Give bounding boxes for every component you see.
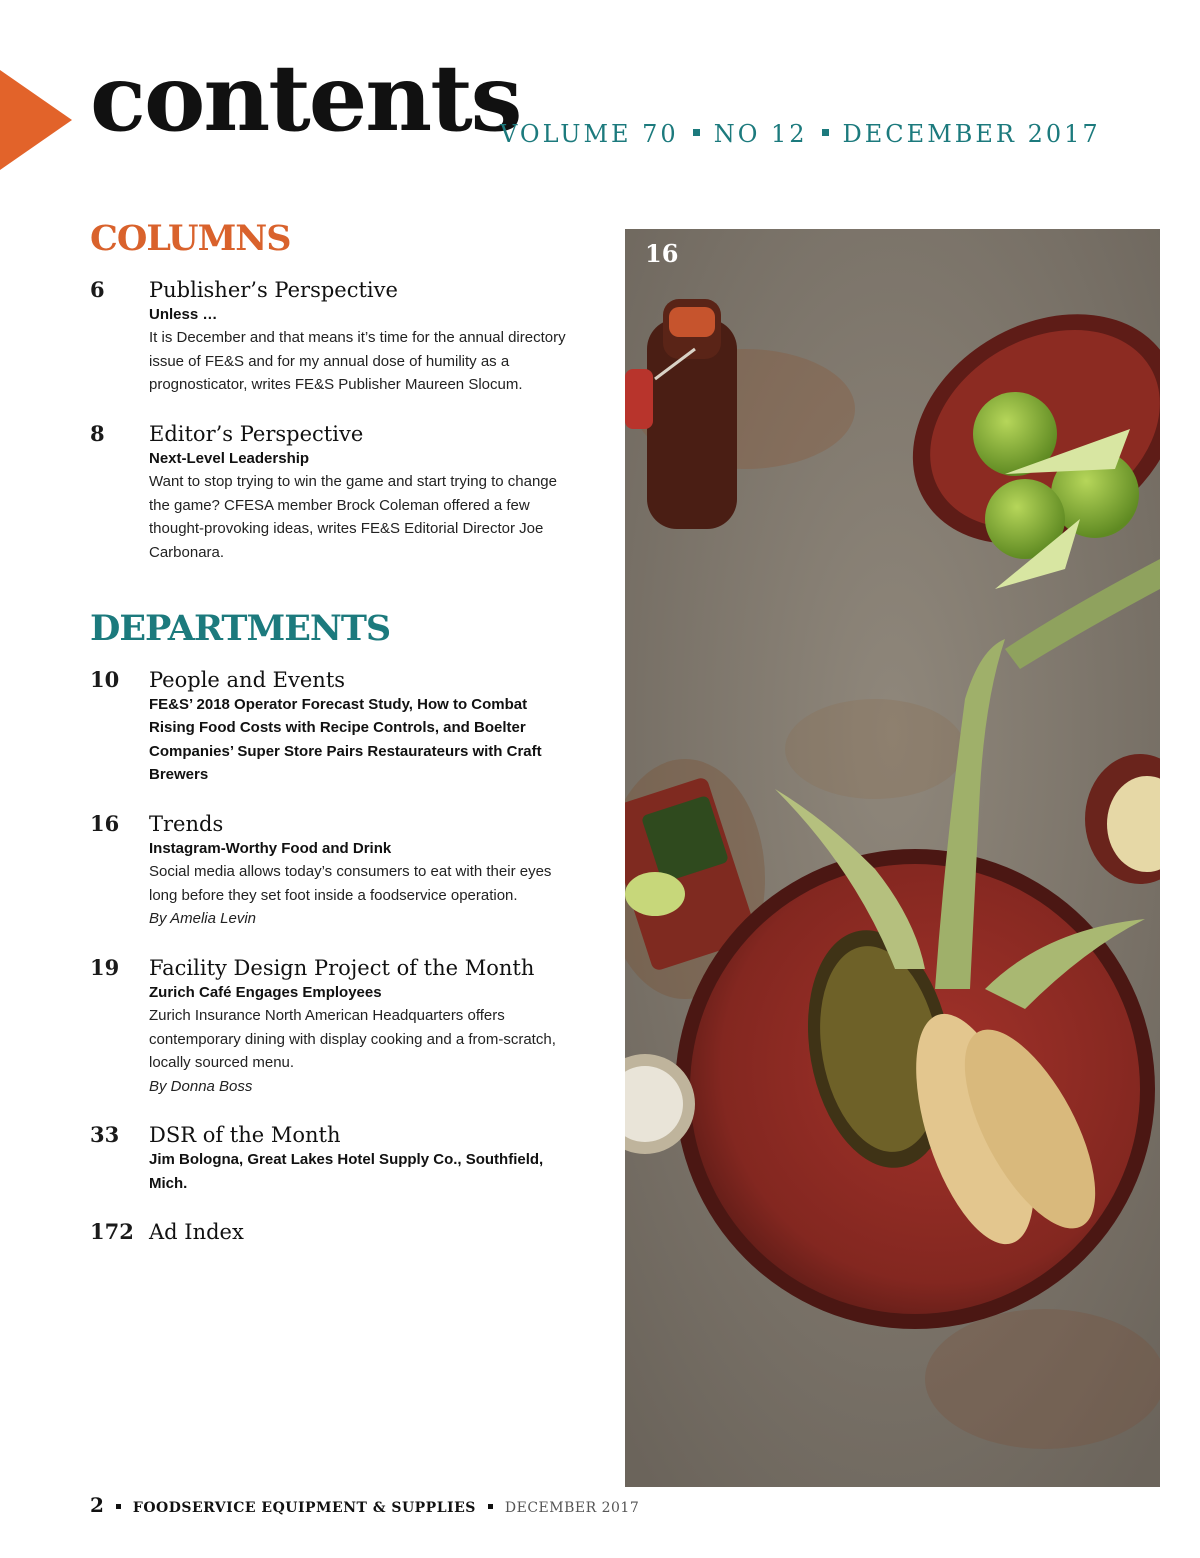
issue-label: NO 12 [713, 120, 808, 148]
square-bullet-icon [822, 129, 829, 136]
toc-entry-byline: By Amelia Levin [149, 910, 256, 927]
toc-entry[interactable] [90, 667, 570, 787]
toc-page-number: 10 [90, 666, 120, 692]
toc-page-number: 8 [90, 420, 105, 446]
page-footer [90, 1493, 639, 1517]
footer-publication: FOODSERVICE EQUIPMENT & SUPPLIES [132, 1500, 476, 1516]
square-bullet-icon [693, 129, 700, 136]
toc-entry-title: Ad Index [149, 1220, 244, 1244]
volume-label: VOLUME 70 [500, 120, 679, 148]
toc-page-number: 33 [90, 1122, 120, 1147]
toc-entry-description: Want to stop trying to win the game and start trying to change the game? CFESA member Brock Coleman offered a few thought-provoking ideas, writes FE&S Editorial Director Joe Carbonara. [149, 473, 557, 561]
footer-page-number: 2 [90, 1493, 104, 1517]
toc-entry[interactable] [90, 1219, 570, 1245]
food-photo-illustration [625, 229, 1160, 1487]
toc-entry-description: Zurich Insurance North American Headquarters offers contemporary dining with display cooking and a from-scratch, locally sourced menu. [149, 1007, 556, 1071]
toc-entry-description: It is December and that means it’s time for the annual directory issue of FE&S and for my annual dose of humility as a prognosticator, writes FE&S Publisher Maureen Slocum. [149, 329, 566, 393]
toc-entry[interactable] [90, 421, 570, 565]
toc-entry[interactable] [90, 1122, 570, 1195]
toc-entry[interactable] [90, 955, 570, 1099]
toc-entry-subtitle: FE&S’ 2018 Operator Forecast Study, How to Combat Rising Food Costs with Recipe Controls, and Boelter Companies’ Super Store Pairs Restaurateurs with Craft Brewers [149, 695, 542, 783]
toc-entry-title: People and Events [149, 667, 346, 692]
toc-page-number: 172 [90, 1219, 134, 1244]
toc-entry-title: DSR of the Month [149, 1123, 341, 1147]
issue-date: DECEMBER 2017 [842, 120, 1101, 148]
feature-photo[interactable] [625, 229, 1160, 1487]
departments-heading: DEPARTMENTS [90, 608, 391, 649]
toc-entry-subtitle: Zurich Café Engages Employees [149, 983, 382, 1001]
toc-page-number: 16 [90, 810, 120, 836]
toc-entry-title: Editor’s Perspective [149, 421, 364, 446]
orange-triangle-marker [0, 70, 72, 170]
toc-entry-title: Publisher’s Perspective [149, 277, 398, 302]
columns-heading: COLUMNS [90, 218, 291, 259]
toc-entry-title: Trends [149, 811, 224, 836]
toc-entry[interactable] [90, 277, 570, 397]
toc-entry-description: Social media allows today’s consumers to eat with their eyes long before they set foot inside a foodservice operation. [149, 863, 552, 904]
toc-entry-title: Facility Design Project of the Month [149, 955, 535, 980]
square-bullet-icon [116, 1504, 121, 1509]
toc-entry-subtitle: Instagram-Worthy Food and Drink [149, 839, 392, 857]
toc-page-number: 19 [90, 954, 120, 980]
toc-page-number: 6 [90, 276, 105, 302]
toc-entry[interactable] [90, 811, 570, 931]
page-title: contents [90, 44, 521, 152]
toc-column [90, 220, 570, 1269]
toc-entry-subtitle: Next-Level Leadership [149, 449, 310, 467]
issue-info [500, 120, 1101, 148]
toc-entry-subtitle: Unless … [149, 305, 218, 323]
toc-entry-subtitle: Jim Bologna, Great Lakes Hotel Supply Co., Southfield, Mich. [149, 1151, 544, 1192]
square-bullet-icon [488, 1504, 493, 1509]
footer-date: DECEMBER 2017 [504, 1500, 640, 1516]
photo-page-badge: 16 [645, 239, 679, 268]
toc-entry-byline: By Donna Boss [149, 1077, 253, 1095]
